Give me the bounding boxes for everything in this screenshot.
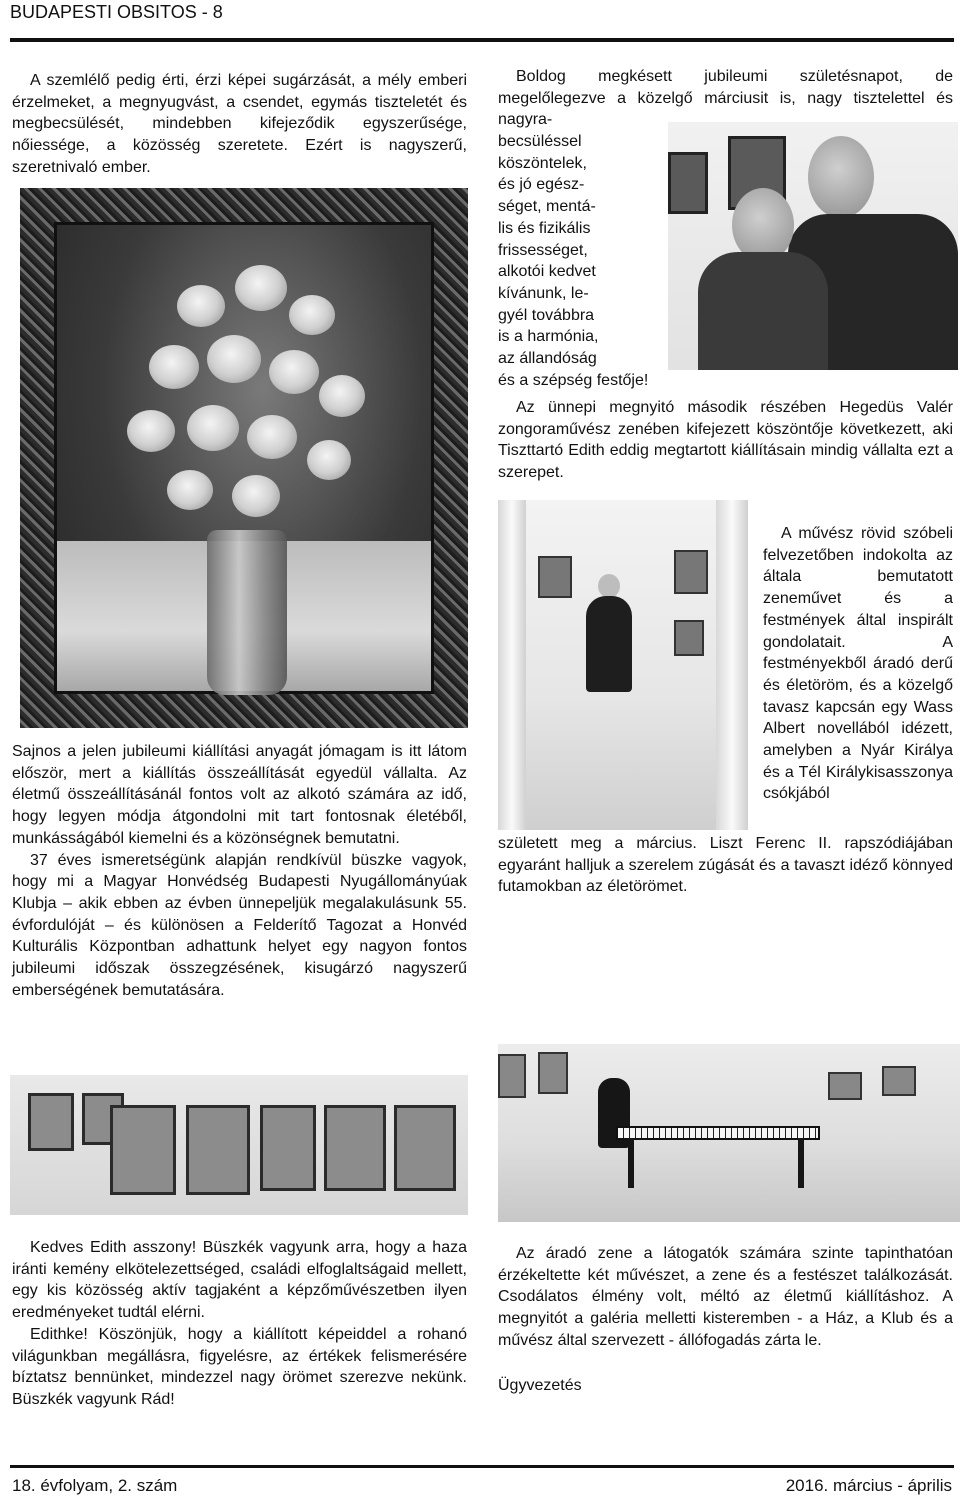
gallery-painting (28, 1093, 74, 1151)
wall-painting (668, 152, 708, 214)
exhibition-paragraphs (12, 741, 467, 1001)
gallery-painting (186, 1105, 250, 1195)
gallery-painting (260, 1105, 316, 1191)
closing-paragraph: Edithke! Köszönjük, hogy a kiállított képeiddel a rohanó világunkban megállásra, figyelésre, az értékek felismerésére bíztatsz bennünket, mindezzel nagy örömet szerezve nekünk. Büszkék vagyunk Rád! (12, 1325, 467, 1408)
gallery-painting (498, 1054, 526, 1098)
singer-figure (586, 596, 632, 692)
rose-shape (289, 295, 335, 335)
birthday-greeting-wrap (498, 131, 663, 391)
pianist-intro-paragraph: Az ünnepi megnyitó második részében Hegedüs Valér zongoraművész zenében kifejezett köszöntője következett, aki Tiszttartó Edith eddig megtartott kiállításain mindig vállalta ezt a szerepet. (498, 399, 953, 482)
page-header-title: BUDAPESTI OBSITOS - 8 (10, 2, 223, 22)
wrap-line: lis és fizikális (498, 219, 591, 237)
painting-vase (207, 530, 287, 695)
rose-shape (127, 410, 175, 452)
closing-paragraph: Kedves Edith asszony! Büszkék vagyunk arra, hogy a haza iránti kemény elkötelezettséged, családi elfoglaltságaid mellett, egy kis közösség aktív tagjaként a képzőművészetben ilyen eredményeket tudtál elérni. (12, 1239, 467, 1322)
closing-paragraphs (12, 1237, 467, 1411)
rose-shape (167, 470, 213, 510)
woman-body (698, 252, 828, 370)
painting-canvas (54, 222, 434, 694)
wrap-line: is a harmónia, (498, 328, 599, 346)
wrap-line: becsüléssel (498, 133, 582, 150)
wrap-line: gyél továbbra (498, 306, 595, 324)
gallery-painting (538, 1052, 568, 1094)
wrap-line: kívánunk, le- (498, 284, 589, 302)
wrap-line: és jó egész- (498, 176, 585, 194)
piano-stand (628, 1138, 634, 1188)
wrap-line: frissességet, (498, 241, 588, 259)
rose-shape (149, 345, 199, 389)
pianist-photo (498, 1044, 960, 1222)
wrap-line: köszöntelek, (498, 154, 587, 172)
rose-shape (235, 265, 287, 311)
pillar (716, 500, 748, 830)
gallery-painting (828, 1072, 862, 1100)
birthday-greeting-first: Boldog megkésett jubileumi születésnapot, de megelőlegezve a közelgő márciusit is, nagy tisztelettel és nagyra- (498, 68, 953, 129)
wall-painting (674, 620, 704, 656)
man-head (808, 136, 874, 218)
singer-photo (498, 500, 748, 830)
gallery-wall-photo (10, 1075, 468, 1215)
footer-date: 2016. március - április (785, 1476, 952, 1495)
painting-photo (20, 188, 468, 728)
gallery-painting (882, 1066, 916, 1096)
gallery-painting (324, 1105, 386, 1191)
rose-shape (319, 375, 365, 417)
composer-paragraph-continued: született meg a március. Liszt Ferenc II. rapszódiájában egyaránt halljuk a szerelem zúgását és a tavaszt idéző könnyed futamokban az életörömet. (498, 835, 953, 896)
header-rule (10, 38, 954, 42)
gallery-painting (110, 1105, 176, 1195)
singer-head (598, 574, 620, 598)
rose-shape (307, 440, 351, 480)
intro-paragraph: A szemlélő pedig érti, érzi képei sugárzását, a mély emberi érzelmeket, a megnyugvást, a csendet, egymás tiszteletét és megbecsülését, mindebben kifejeződik egyszerűsége, nőiessége, a közösség szeretete. Ezért is nagyszerű, szeretnivaló ember. (12, 72, 467, 176)
wrap-line: alkotói kedvet (498, 263, 596, 281)
woman-head (732, 188, 794, 262)
wrap-line: az állandóság (498, 350, 597, 368)
signature: Ügyvezetés (498, 1377, 582, 1394)
rose-shape (177, 285, 225, 327)
gallery-painting (394, 1105, 456, 1191)
footer-rule (10, 1465, 954, 1468)
exhibition-paragraph: Sajnos a jelen jubileumi kiállítási anyagát jómagam is itt látom először, mert a kiállítás összeállítását egyedül vállalta. Az életmű összeállításánál fontos volt az alkotó számára az idő, hogy legyen módja átgondolni mit tart fontosnak életéből, munkásságából kiemelni és a közönségnek bemutatni. (12, 743, 467, 847)
wall-painting (538, 556, 572, 598)
piano-keys (616, 1126, 820, 1140)
footer-issue: 18. évfolyam, 2. szám (12, 1476, 178, 1495)
couple-photo (668, 122, 958, 370)
pillar (498, 500, 526, 830)
reception-paragraph: Az áradó zene a látogatók számára szinte tapinthatóan érzékeltette két művészet, a zene és a festészet találkozását. Csodálatos élmény volt, méltó az életmű kiállításhoz. A megnyitót a galéria melletti kisteremben - a Ház, a Klub és a művész által szervezett - állófogadás zárta le. (498, 1245, 953, 1349)
rose-shape (269, 350, 319, 394)
rose-shape (207, 335, 261, 383)
piano-stand (798, 1138, 804, 1188)
rose-shape (247, 415, 297, 459)
wrap-line: séget, mentá- (498, 198, 596, 216)
rose-shape (187, 405, 239, 451)
rose-shape (232, 475, 280, 517)
composer-paragraph: A művész rövid szóbeli felvezetőben indokolta az általa bemutatott zeneművet és a festmények által inspirált gondolatait. A festményekből áradó derű és életöröm, és a közelgő tavasz kapcsán egy Wass Albert novellából idézett, amelyben a Nyár Királya és a Tél Királykisasszonya csókjából (763, 525, 953, 803)
exhibition-paragraph: 37 éves ismeretségünk alapján rendkívül büszke vagyok, hogy mi a Magyar Honvédség Budapesti Nyugállományúak Klubja – akik ebben az évben ünnepeljük megalakulásunk 55. évfordulóját – és különösen a Felderítő Tagozat a Honvéd Kulturális Központban adhattunk helyet egy nagyon fontos jubileumi időszak összegzésének, kisugárzó nagyszerű emberségének bemutatására. (12, 851, 467, 999)
wall-painting (674, 550, 708, 594)
wrap-line: és a szépség festője! (498, 371, 649, 389)
